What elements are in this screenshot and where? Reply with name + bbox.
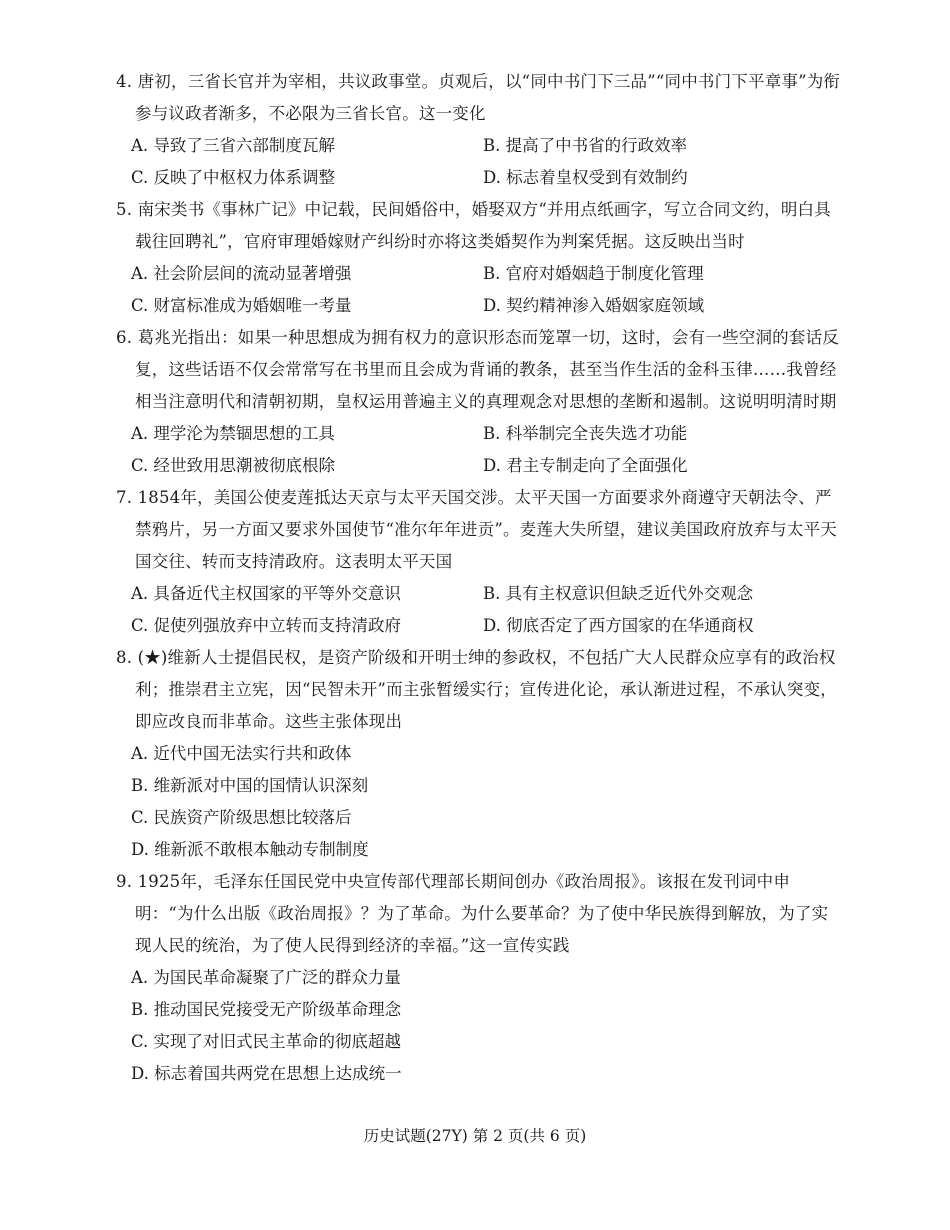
option-list bbox=[116, 130, 844, 194]
option-list bbox=[116, 258, 844, 322]
option-d: D. 标志着皇权受到有效制约 bbox=[483, 168, 688, 187]
question-6 bbox=[116, 322, 844, 482]
option-c: C. 实现了对旧式民主革命的彻底超越 bbox=[131, 1032, 402, 1051]
question-list bbox=[116, 66, 844, 1090]
option-a: A. 社会阶层间的流动显著增强 bbox=[131, 264, 352, 283]
option-d: D. 君主专制走向了全面强化 bbox=[483, 456, 688, 475]
option-list bbox=[116, 738, 844, 866]
option-a: A. 导致了三省六部制度瓦解 bbox=[131, 136, 335, 155]
option-d: D. 维新派不敢根本触动专制制度 bbox=[131, 840, 369, 859]
question-9 bbox=[116, 866, 844, 1090]
question-stem: 9. 1925年，毛泽东任国民党中央宣传部代理部长期间创办《政治周报》。该报在发刊词中申明：“为什么出版《政治周报》？为了革命。为什么要革命？为了使中华民族得到解放，为了实现人民的统治，为了使人民得到经济的幸福。”这一宣传实践 bbox=[116, 872, 829, 955]
question-5 bbox=[116, 194, 844, 322]
question-7 bbox=[116, 482, 844, 642]
option-b: B. 提高了中书省的行政效率 bbox=[483, 136, 688, 155]
option-b: B. 维新派对中国的国情认识深刻 bbox=[131, 776, 369, 795]
option-d: D. 标志着国共两党在思想上达成统一 bbox=[131, 1064, 402, 1083]
option-c: C. 经世致用思潮被彻底根除 bbox=[131, 456, 336, 475]
option-b: B. 科举制完全丧失选才功能 bbox=[483, 424, 688, 443]
option-d: D. 契约精神渗入婚姻家庭领域 bbox=[483, 296, 705, 315]
option-c: C. 反映了中枢权力体系调整 bbox=[131, 168, 336, 187]
question-stem: 4. 唐初，三省长官并为宰相，共议政事堂。贞观后，以“同中书门下三品”“同中书门下平章事”为衔参与议政者渐多，不必限为三省长官。这一变化 bbox=[116, 72, 841, 123]
option-b: B. 具有主权意识但缺乏近代外交观念 bbox=[483, 584, 754, 603]
option-list bbox=[116, 962, 844, 1090]
question-stem: 7. 1854年，美国公使麦莲抵达天京与太平天国交涉。太平天国一方面要求外商遵守天朝法令、严禁鸦片，另一方面又要求外国使节“准尔年年进贡”。麦莲大失所望，建议美国政府放弃与太平天国交往、转而支持清政府。这表明太平天国 bbox=[116, 488, 837, 571]
option-a: A. 近代中国无法实行共和政体 bbox=[131, 744, 352, 763]
question-4 bbox=[116, 66, 844, 194]
option-list bbox=[116, 418, 844, 482]
question-stem: 5. 南宋类书《事林广记》中记载，民间婚俗中，婚娶双方“并用点纸画字，写立合同文约，明白具载往回聘礼”，官府审理婚嫁财产纠纷时亦将这类婚契作为判案凭据。这反映出当时 bbox=[116, 200, 831, 251]
page-footer: 历史试题(27Y) 第 2 页(共 6 页) bbox=[363, 1127, 587, 1145]
option-c: C. 民族资产阶级思想比较落后 bbox=[131, 808, 352, 827]
option-a: A. 为国民革命凝聚了广泛的群众力量 bbox=[131, 968, 401, 987]
option-b: B. 官府对婚姻趋于制度化管理 bbox=[483, 264, 704, 283]
option-a: A. 理学沦为禁锢思想的工具 bbox=[131, 424, 335, 443]
option-d: D. 彻底否定了西方国家的在华通商权 bbox=[483, 616, 754, 635]
question-8 bbox=[116, 642, 844, 866]
option-list bbox=[116, 578, 844, 642]
question-stem: 8. (★)维新人士提倡民权，是资产阶级和开明士绅的参政权，不包括广大人民群众应享有的政治权利；推崇君主立宪，因“民智未开”而主张暂缓实行；宣传进化论，承认渐进过程，不承认突变，即应改良而非革命。这些主张体现出 bbox=[116, 648, 837, 731]
option-c: C. 促使列强放弃中立转而支持清政府 bbox=[131, 616, 402, 635]
option-b: B. 推动国民党接受无产阶级革命理念 bbox=[131, 1000, 402, 1019]
question-stem: 6. 葛兆光指出：如果一种思想成为拥有权力的意识形态而笼罩一切，这时，会有一些空洞的套话反复，这些话语不仅会常常写在书里而且会成为背诵的教条，甚至当作生活的金科玉律……我曾经相当注意明代和清朝初期，皇权运用普遍主义的真理观念对思想的垄断和遏制。这说明明清时期 bbox=[116, 328, 839, 411]
option-c: C. 财富标准成为婚姻唯一考量 bbox=[131, 296, 352, 315]
option-a: A. 具备近代主权国家的平等外交意识 bbox=[131, 584, 401, 603]
